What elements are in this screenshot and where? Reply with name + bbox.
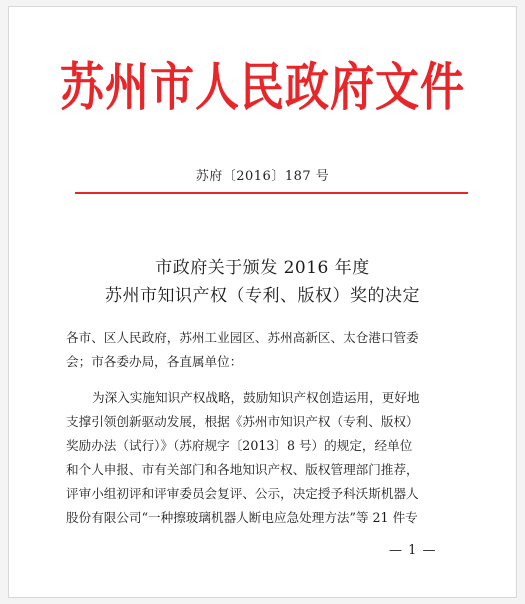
masthead-title: 苏州市人民政府文件 — [60, 57, 465, 118]
document-title-line-1: 市政府关于颁发 2016 年度 — [155, 258, 370, 278]
document-page — [8, 6, 517, 598]
document-title-line-2: 苏州市知识产权（专利、版权）奖的决定 — [105, 286, 420, 306]
addressee-line: 各市、区人民政府，苏州工业园区、苏州高新区、太仓港口管委 — [66, 330, 419, 345]
body-line: 奖励办法（试行）》（苏府规字〔2013〕8 号）的规定，经单位 — [66, 438, 413, 453]
body-line: 股份有限公司“一种擦玻璃机器人断电应急处理方法”等 21 件专 — [66, 510, 418, 525]
addressee-line: 会；市各委办局，各直属单位： — [66, 354, 243, 369]
red-divider-rule — [75, 192, 468, 194]
addressee-block — [66, 326, 476, 374]
page-number: — 1 — — [389, 543, 437, 558]
body-paragraph — [66, 386, 476, 530]
document-number: 苏府〔2016〕187 号 — [195, 169, 330, 184]
body-line: 为深入实施知识产权战略，鼓励知识产权创造运用，更好地 — [92, 390, 420, 405]
body-line: 支撑引领创新驱动发展，根据《苏州市知识产权（专利、版权） — [66, 414, 419, 429]
body-line: 评审小组初评和评审委员会复评、公示，决定授予科沃斯机器人 — [66, 486, 419, 501]
body-line: 和个人申报、市有关部门和各地知识产权、版权管理部门推荐， — [66, 462, 419, 477]
